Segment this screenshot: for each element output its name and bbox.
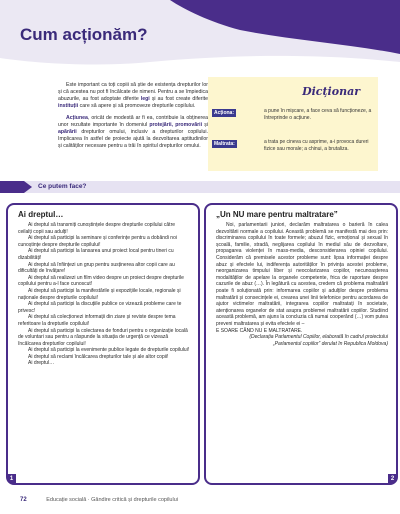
section-label: Ce putem face? — [38, 183, 87, 190]
intro-p2-run-0: Acțiunea — [66, 115, 88, 121]
intro-text — [58, 82, 208, 155]
card-rights-title: Ai dreptul… — [18, 210, 64, 219]
card-declaration — [204, 203, 398, 485]
intro-p2-run-5: drepturilor omului, inclusiv a drepturilor copilului. Implicarea în astfel de proiecte ajută la dezvoltarea aptitudinilor și calităților necesare pentru a trăi în spiritul drepturilor omului. — [58, 129, 208, 149]
intro-p1-run-0: Este important ca toți copiii să știe de existența drepturilor lor și că acestea nu pot fi încălcate de nimeni. Pentru a se împiedica abuzurile, au fost adoptate diferite — [58, 82, 208, 102]
declaration-source: (Declarația Parlamentul Copiilor, elaborată în cadrul proiectului „Parlamentul copiilor” derulat în Republica Moldova) — [249, 334, 388, 347]
card-declaration-title: „Un NU mare pentru maltratare” — [216, 210, 338, 219]
right-item: Ai dreptul să participi la manifestările și expozițiile locale, regionale și naționale despre drepturile copilului! — [18, 287, 181, 301]
right-item: Ai dreptul să reclami încălcarea drepturilor tale și ale altor copii! — [28, 353, 169, 360]
page-footer — [20, 497, 178, 503]
right-item: Ai dreptul să transmiți cunoștințele despre drepturile copilului către ceilalți copii sau adulți! — [18, 222, 176, 235]
header-band — [0, 0, 400, 72]
footer-subject: Educație socială · Gândire critică și drepturile copilului — [46, 497, 178, 503]
right-item: Ai dreptul să colecționezi informații din ziare și reviste despre tema referitoare la drepturile copilului! — [18, 314, 176, 327]
card-rights — [6, 203, 200, 485]
intro-p2-run-4: apărării — [58, 129, 77, 135]
intro-p1-run-3: instituții — [58, 103, 79, 109]
dictionary-box — [208, 77, 378, 171]
intro-p1-run-2: și au fost create diferite — [149, 96, 209, 102]
page-title: Cum acționăm? — [20, 25, 148, 44]
right-item: Ai dreptul să participi la evenimente publice legate de drepturile copilului! — [28, 347, 190, 354]
declaration-slogan: E SOARE CÂND NU E MALTRATARE. — [216, 327, 303, 334]
right-item: Ai dreptul… — [28, 360, 55, 367]
section-bar — [0, 181, 400, 193]
dictionary-definition-maltrata: a trata pe cineva cu asprime, a-i provoca dureri fizice sau morale; a chinui, a brutaliza. — [264, 139, 369, 152]
chevron-right-icon — [24, 181, 32, 193]
right-item: Ai dreptul să participi la colectarea de fonduri pentru o organizație locală de voluntari sau pentru a răspunde la situația de urgență ce vizează încălcarea drepturilor copilului! — [18, 327, 188, 347]
declaration-paragraph: Noi, parlamentarii juniori, declarăm maltratarea o barieră în calea dezvoltării normale a copilului. Această problemă se manifestă mai des prin: discriminarea copilului în toate formele; abuzul fizic, emoțional și sexual în școală, familie, stradă, neglijarea copilului în mediul său de dezvoltare, propagarea violenței în mass-media, desconsiderarea opiniei copilului. Considerăm că premisele acestor probleme sunt: lipsa informației despre abuz și efectele lui, indiferența autorităților în privința acestei probleme, neorganizarea timpului liber și neocolarizarea copiilor, necunoașterea modalităților de apelare la organele competente, frica de raportare despre cazurile de abuz (…). În legătură cu acestea, credem că problema maltratării poate fi soluționată prin: informarea copiilor și adulților despre problema maltratării și consecințele ei, crearea unei linii telefonice pentru acordarea de ajutor victimelor maltratării, integrarea copiilor maltratați în societate, atenționarea organelor de stat asupra problemei maltratării copiilor. Studiind această problemă, am ajuns la concluzia că numai cooperând (…) vom putea preveni maltratarea și evita efectele ei – — [216, 222, 388, 327]
right-item: Ai dreptul să înființezi un grup pentru susținerea altor copii care au dificultăți de învățare! — [18, 261, 175, 275]
right-item: Ai dreptul să realizezi un film video despre un proiect despre drepturile copilului pentru a-l face cunoscut! — [18, 274, 184, 288]
dictionary-title: Dicționar — [302, 85, 360, 98]
page-number: 72 — [20, 497, 27, 503]
right-item: Ai dreptul să participi la seminare și conferințe pentru a dobândi noi cunoștințe despre drepturile copilului! — [18, 235, 177, 248]
intro-p2-run-3: și — [202, 122, 209, 128]
intro-p2-run-2: protejării, promovării — [149, 122, 203, 128]
card-declaration-body — [216, 222, 388, 347]
card-number-badge: 1 — [7, 474, 16, 484]
card-rights-body — [18, 222, 190, 367]
intro-p1-run-1: legi — [140, 96, 150, 102]
intro-p2-run-1: , oricât de modestă ar fi ea, contribuie la obținerea unor rezultate importante în domeniul — [58, 115, 208, 128]
intro-p1-run-4: care să apere și să promoveze drepturile copilului. — [78, 103, 196, 109]
intro-paragraph-1 — [58, 82, 208, 110]
card-number-badge: 2 — [388, 474, 397, 484]
dictionary-term-actiona: Acționa: — [214, 110, 234, 116]
intro-paragraph-2 — [58, 115, 208, 150]
dictionary-term-maltrata: Maltrata: — [214, 141, 235, 147]
dictionary-definition-actiona: a pune în mișcare, a face ceva să funcționeze, a întreprinde o acțiune. — [264, 108, 372, 121]
right-item: Ai dreptul să participi la discuțiile publice ce vizează probleme care te privesc! — [18, 301, 182, 314]
section-bar-accent — [0, 181, 24, 193]
right-item: Ai dreptul să participi la lansarea unui proiect local pentru tineri cu dizabilități! — [18, 248, 174, 261]
